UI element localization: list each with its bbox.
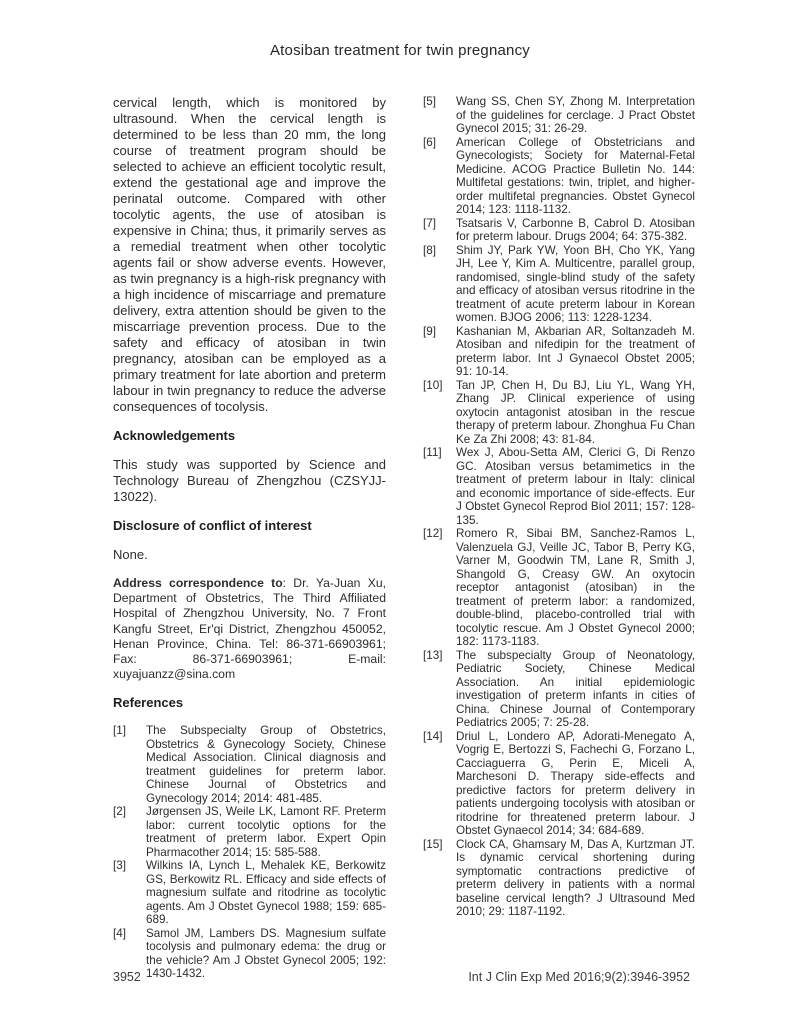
reference-number: [14] xyxy=(423,729,443,743)
reference-number: [12] xyxy=(423,527,443,540)
reference-number: [13] xyxy=(423,648,443,662)
acknowledgements-heading: Acknowledgements xyxy=(113,428,236,443)
references-heading: References xyxy=(113,695,184,711)
reference-item xyxy=(113,724,386,805)
references-list-left xyxy=(113,724,386,981)
reference-item xyxy=(423,527,695,649)
reference-item xyxy=(423,325,695,379)
reference-item xyxy=(113,859,386,927)
reference-number: [15] xyxy=(423,837,443,851)
reference-text: The subspecialty Group of Neonatology, Pediatric Society, Chinese Medical Association. An initial epidemiologic investigation of preterm infants in cities of China. Chinese Journal of Contemporary Pediatrics 2005; 7: 25-28. xyxy=(456,648,695,729)
disclosure-text: None. xyxy=(113,547,148,562)
reference-text: Samol JM, Lambers DS. Magnesium sulfate tocolysis and pulmonary edema: the drug or the vehicle? Am J Obstet Gynecol 2005; 192: 1430-1432. xyxy=(146,926,386,981)
reference-number: [4] xyxy=(113,926,126,940)
acknowledgements-text: This study was supported by Science and Technology Bureau of Zhengzhou (CZSYJJ-13022). xyxy=(113,457,386,504)
reference-item xyxy=(423,244,695,325)
correspondence-text: : Dr. Ya-Juan Xu, Department of Obstetrics, The Third Affiliated Hospital of Zhengzhou University, No. 7 Front Kangfu Street, Er'qi District, Zhengzhou 450052, Henan Province, China. Tel: 86-371-66903961; Fax: 86-371-66903961; E-mail: xuyajuanzz@sina.com xyxy=(113,576,386,682)
reference-item xyxy=(423,730,695,838)
reference-number: [2] xyxy=(113,805,126,819)
journal-citation: Int J Clin Exp Med 2016;9(2):3946-3952 xyxy=(468,970,690,984)
reference-text: Clock CA, Ghamsary M, Das A, Kurtzman JT. Is dynamic cervical shortening during symptomatic contractions predictive of preterm delivery in patients with a normal baseline cervical length? J Ultrasound Med 2010; 29: 1187-1192. xyxy=(456,837,695,918)
reference-text: The Subspecialty Group of Obstetrics, Obstetrics & Gynecology Society, Chinese Medical Association. Clinical diagnosis and treatment guidelines for preterm labor. Chinese Journal of Obstetrics and Gynecology 2014; 2014: 481-485. xyxy=(146,724,386,805)
disclosure-heading: Disclosure of conflict of interest xyxy=(113,518,312,533)
reference-text: Romero R, Sibai BM, Sanchez-Ramos L, Valenzuela GJ, Veille JC, Tabor B, Perry KG, Varner M, Goodwin TM, Lane R, Smith J, Shangold G, Creasy GW. An oxytocin receptor antagonist (atosiban) in the treatment of preterm labor: a randomized, double-blind, placebo-controlled trial with tocolytic rescue. Am J Obstet Gynecol 2000; 182: 1173-1183. xyxy=(456,527,695,648)
reference-item xyxy=(113,805,386,859)
reference-number: [8] xyxy=(423,243,436,257)
page-number: 3952 xyxy=(113,970,141,984)
two-column-layout xyxy=(113,95,695,981)
reference-number: [9] xyxy=(423,324,436,338)
reference-number: [1] xyxy=(113,724,126,738)
reference-item xyxy=(423,217,695,244)
reference-text: Kashanian M, Akbarian AR, Soltanzadeh M. Atosiban and nifedipin for the treatment of preterm labor. Int J Gynaecol Obstet 2005; 91: 10-14. xyxy=(456,324,695,378)
reference-text: Jørgensen JS, Weile LK, Lamont RF. Preterm labor: current tocolytic options for the treatment of preterm labor. Expert Opin Pharmacother 2014; 15: 585-588. xyxy=(146,805,386,859)
reference-text: Tan JP, Chen H, Du BJ, Liu YL, Wang YH, Zhang JP. Clinical experience of using oxytocin antagonist atosiban in the rescue therapy of preterm labour. Zhonghua Fu Chan Ke Za Zhi 2008; 43: 81-84. xyxy=(456,378,695,446)
reference-number: [11] xyxy=(423,446,442,459)
reference-text: Shim JY, Park YW, Yoon BH, Cho YK, Yang JH, Lee Y, Kim A. Multicentre, parallel group, randomised, single-blind study of the safety and efficacy of atosiban versus ritodrine in the treatment of acute preterm labour in Korean women. BJOG 2006; 113: 1228-1234. xyxy=(456,243,695,324)
reference-text: Tsatsaris V, Carbonne B, Cabrol D. Atosiban for preterm labour. Drugs 2004; 64: 375-382. xyxy=(456,216,695,243)
body-paragraph: cervical length, which is monitored by ultrasound. When the cervical length is determined to be less than 20 mm, the long course of treatment program should be selected to achieve an efficient tocolytic result, extend the gestational age and improve the perinatal outcome. Compared with other tocolytic agents, the use of atosiban is expensive in China; thus, it primarily serves as a remedial treatment when other tocolytic agents fail or show adverse events. However, as twin pregnancy is a high-risk pregnancy with a high incidence of miscarriage and premature delivery, extra attention should be given to the miscarriage prevention process. Due to the safety and efficacy of atosiban in twin pregnancy, atosiban can be employed as a primary treatment for late abortion and preterm labour in twin pregnancy to reduce the adverse consequences of tocolysis. xyxy=(113,95,386,414)
reference-item xyxy=(423,95,695,136)
correspondence-label: Address correspondence to xyxy=(113,576,283,590)
references-list-right xyxy=(423,95,695,919)
reference-number: [5] xyxy=(423,95,436,108)
reference-number: [7] xyxy=(423,216,436,230)
reference-text: Driul L, Londero AP, Adorati-Menegato A, Vogrig E, Bertozzi S, Fachechi G, Forzano L, Cacciaguerra G, Perin E, Miceli A, Marchesoni D. Therapy side-effects and predictive factors for preterm delivery in patients undergoing tocolysis with atosiban or ritodrine for threatened preterm labour. J Obstet Gynaecol 2014; 34: 684-689. xyxy=(456,729,695,837)
reference-item xyxy=(423,136,695,217)
reference-text: Wilkins IA, Lynch L, Mehalek KE, Berkowitz GS, Berkowitz RL. Efficacy and side effects of magnesium sulfate and ritodrine as tocolytic agents. Am J Obstet Gynecol 1988; 159: 685-689. xyxy=(146,859,386,927)
left-column xyxy=(113,95,386,981)
reference-text: American College of Obstetricians and Gynecologists; Society for Maternal-Fetal Medicine. ACOG Practice Bulletin No. 144: Multifetal gestations: twin, triplet, and higher-order multifetal pregnancies. Obstet Gynecol 2014; 123: 1118-1132. xyxy=(456,135,695,216)
reference-number: [10] xyxy=(423,378,443,392)
reference-number: [6] xyxy=(423,135,436,149)
reference-item xyxy=(423,649,695,730)
reference-text: Wex J, Abou-Setta AM, Clerici G, Di Renzo GC. Atosiban versus betamimetics in the treatment of preterm labour in Italy: clinical and economic importance of side-effects. Eur J Obstet Gynecol Reprod Biol 2011; 157: 128-135. xyxy=(456,446,695,527)
correspondence-block xyxy=(113,576,386,682)
reference-item xyxy=(423,379,695,447)
running-head-title: Atosiban treatment for twin pregnancy xyxy=(269,42,531,59)
right-column xyxy=(423,95,695,981)
page-footer xyxy=(113,970,690,984)
reference-number: [3] xyxy=(113,859,126,873)
reference-item xyxy=(423,446,695,527)
reference-item xyxy=(423,838,695,919)
reference-text: Wang SS, Chen SY, Zhong M. Interpretation of the guidelines for cerclage. J Pract Obstet Gynecol 2015; 31: 26-29. xyxy=(456,95,695,135)
